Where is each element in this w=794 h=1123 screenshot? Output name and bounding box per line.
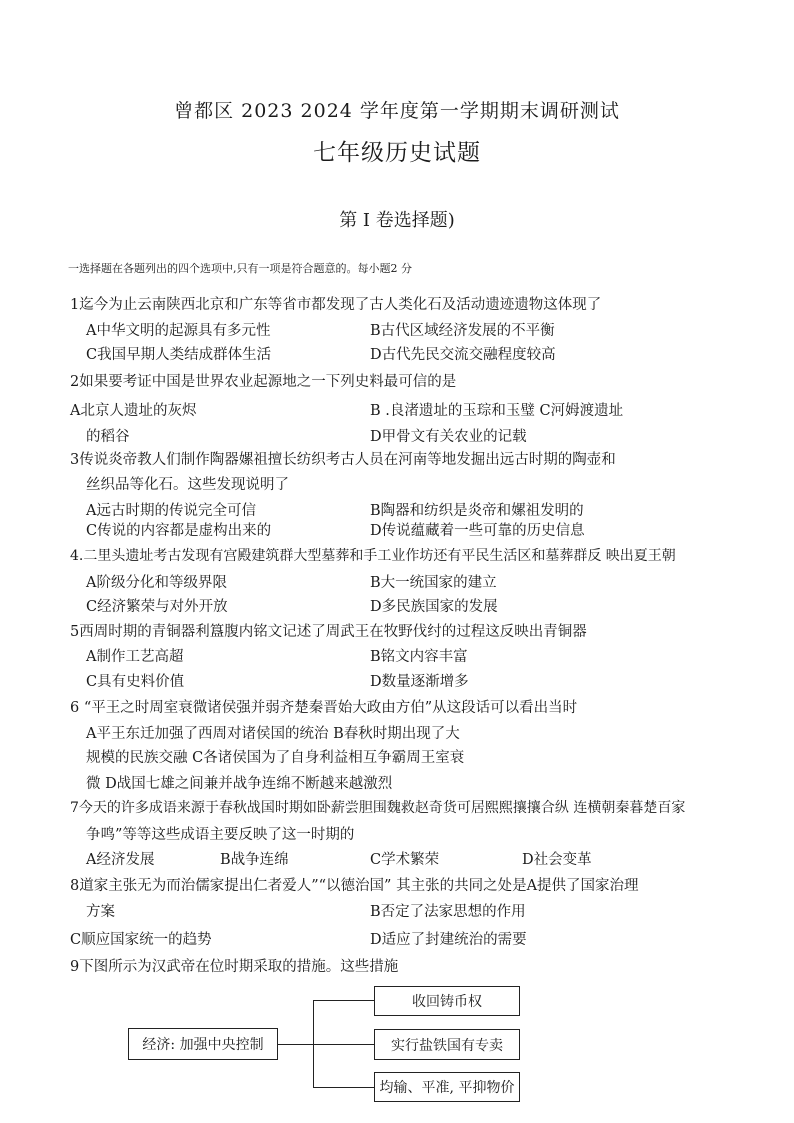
q4-stem: 4.二里头遗址考古发现有宫殿建筑群大型墓葬和手工业作坊还有平民生活区和墓葬群反 映出夏王朝	[70, 548, 676, 564]
q5-option-c: C具有史料价值	[86, 674, 185, 690]
diagram-connector	[278, 1044, 314, 1045]
q7-stem-line2: 争鸣”等等这些成语主要反映了这一时期的	[86, 827, 355, 843]
q2-option-c-cont: 的稻谷	[86, 429, 130, 445]
q3-option-a: A远古时期的传说完全可信	[86, 503, 256, 519]
diagram-branch-line-1	[313, 1000, 374, 1001]
q8-option-a-cont: 方案	[86, 904, 115, 920]
diagram-branch-line-3	[313, 1087, 374, 1088]
q3-option-c: C传说的内容都是虚构出来的	[86, 523, 272, 539]
q1-stem: 1迄今为止云南陕西北京和广东等省市都发现了古人类化石及活动遗迹遗物这体现了	[70, 297, 602, 313]
q3-stem-line2: 丝织品等化石。这些发现说明了	[86, 477, 289, 493]
q6-stem: 6 “平王之时周室衰微诸侯强并弱齐楚秦晋始大政由方伯”从这段话可以看出当时	[70, 700, 578, 716]
q5-option-b: B铭文内容丰富	[370, 649, 468, 665]
diagram-branch-line-2	[313, 1044, 374, 1045]
q7-stem-line1: 7今天的许多成语来源于春秋战国时期如卧薪尝胆围魏救赵奇货可居熙熙攘攘合纵 连横朝秦暮楚百家	[70, 800, 686, 816]
q3-option-b: B陶器和纺织是炎帝和嫘祖发明的	[370, 503, 584, 519]
q2-option-bc: B .良渚遗址的玉琮和玉璧 C河姆渡遗址	[370, 403, 624, 419]
diagram-root-box: 经济: 加强中央控制	[128, 1028, 278, 1060]
q6-options-line3: 微 D战国七雄之间兼并战争连绵不断越来越激烈	[86, 776, 393, 792]
q8-option-b: B否定了法家思想的作用	[370, 904, 526, 920]
q9-stem: 9下图所示为汉武帝在位时期采取的措施。这些措施	[70, 959, 399, 975]
q2-option-d: D甲骨文有关农业的记载	[370, 429, 527, 445]
q1-option-c: C我国早期人类结成群体生活	[86, 347, 272, 363]
q7-option-d: D社会变革	[522, 852, 592, 868]
q4-option-d: D多民族国家的发展	[370, 599, 498, 615]
q2-stem: 2如果要考证中国是世界农业起源地之一下列史料最可信的是	[70, 374, 457, 390]
q2-option-a: A北京人遗址的灰烬	[70, 403, 197, 419]
q8-option-c: C顺应国家统一的趋势	[70, 932, 212, 948]
section-title: 第 I 卷选择题)	[339, 210, 455, 231]
diagram-branch-box-1: 收回铸币权	[374, 986, 520, 1016]
q3-option-d: D传说蕴藏着一些可靠的历史信息	[370, 523, 585, 539]
q4-option-b: B大一统国家的建立	[370, 575, 497, 591]
q5-stem: 5西周时期的青铜器利簋腹内铭文记述了周武王在牧野伐纣的过程这反映出青铜器	[70, 624, 587, 640]
instruction-text: 一选择题在各题列出的四个选项中,只有一项是符合题意的。每小题2 分	[68, 262, 412, 275]
diagram-branch-box-2: 实行盐铁国有专卖	[374, 1029, 520, 1060]
q7-option-b: B战争连绵	[220, 852, 289, 868]
q5-option-a: A制作工艺高超	[86, 649, 184, 665]
q7-option-c: C学术繁荣	[370, 852, 440, 868]
exam-title: 曾都区 2023 2024 学年度第一学期期末调研测试	[174, 100, 620, 122]
q6-options-line1: A平王东迁加强了西周对诸侯国的统治 B春秋时期出现了大	[86, 726, 460, 742]
q1-option-d: D古代先民交流交融程度较高	[370, 347, 556, 363]
diagram-branch-box-3: 均输、平准, 平抑物价	[374, 1072, 520, 1102]
q1-option-a: A中华文明的起源具有多元性	[86, 323, 271, 339]
q3-stem-line1: 3传说炎帝教人们制作陶器嫘祖擅长纺织考古人员在河南等地发掘出远古时期的陶壶和	[70, 452, 616, 468]
q5-option-d: D数量逐渐增多	[370, 674, 469, 690]
q8-option-d: D适应了封建统治的需要	[370, 932, 527, 948]
q1-option-b: B古代区域经济发展的不平衡	[370, 323, 555, 339]
q4-option-c: C经济繁荣与对外开放	[86, 599, 228, 615]
exam-subtitle: 七年级历史试题	[313, 140, 481, 166]
q8-stem: 8道家主张无为而治儒家提出仁者爱人”“以德治国” 其主张的共同之处是A提供了国家治理	[70, 878, 639, 894]
q7-option-a: A经济发展	[86, 852, 155, 868]
q6-options-line2: 规模的民族交融 C各诸侯国为了自身利益相互争霸周王室衰	[86, 750, 465, 766]
q4-option-a: A阶级分化和等级界限	[86, 575, 227, 591]
